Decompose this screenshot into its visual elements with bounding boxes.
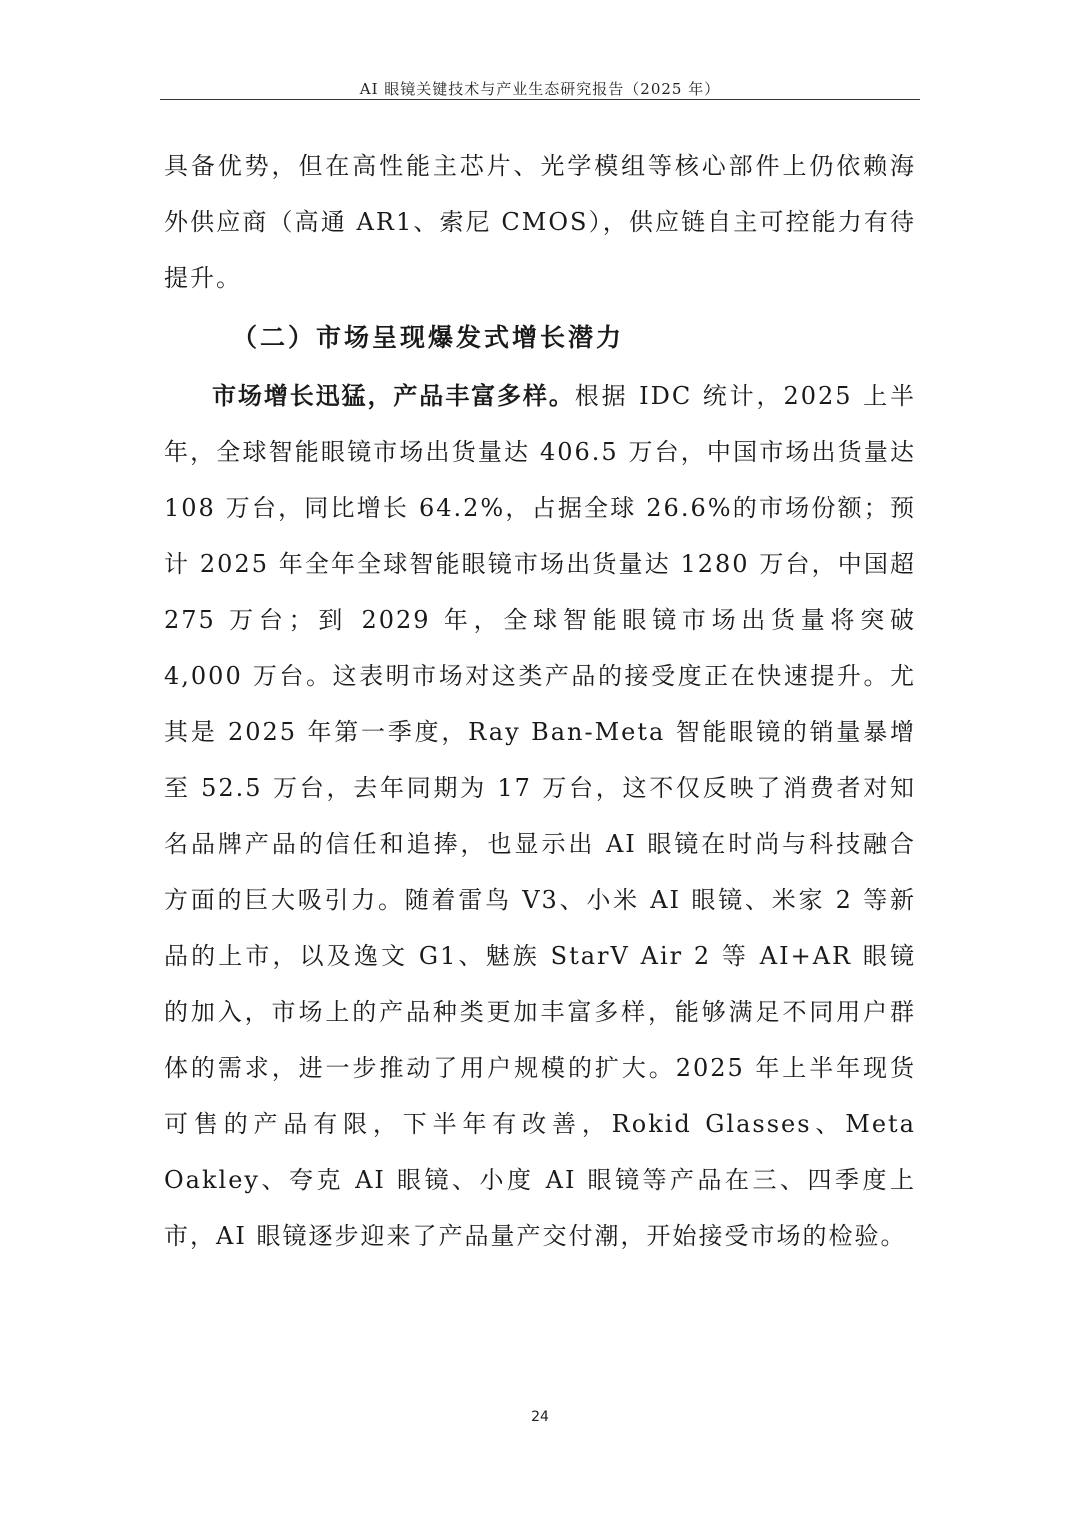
paragraph-lead: 市场增长迅猛，产品丰富多样。 xyxy=(212,382,575,410)
page-body xyxy=(164,138,916,1264)
section-heading: （二）市场呈现爆发式增长潜力 xyxy=(232,323,625,352)
running-header: AI 眼镜关键技术与产业生态研究报告（2025 年） xyxy=(359,80,721,98)
paragraph-continuation: 具备优势，但在高性能主芯片、光学模组等核心部件上仍依赖海外供应商（高通 AR1、索尼 CMOS），供应链自主可控能力有待提升。 xyxy=(164,152,916,292)
paragraph-text: 根据 IDC 统计，2025 上半年，全球智能眼镜市场出货量达 406.5 万台，中国市场出货量达 108 万台，同比增长 64.2%，占据全球 26.6%的市场份额；预计 2025 年全年全球智能眼镜市场出货量达 1280 万台，中国超 275 万台；到 2029 年，全球智能眼镜市场出货量将突破 4,000 万台。这表明市场对这类产品的接受度正在快速提升。尤其是 2025 年第一季度，Ray Ban-Meta 智能眼镜的销量暴增至 52.5 万台，去年同期为 17 万台，这不仅反映了消费者对知名品牌产品的信任和追捧，也显示出 AI 眼镜在时尚与科技融合方面的巨大吸引力。随着雷鸟 V3、小米 AI 眼镜、米家 2 等新品的上市，以及逸文 G1、魅族 StarV Air 2 等 AI+AR 眼镜的加入，市场上的产品种类更加丰富多样，能够满足不同用户群体的需求，进一步推动了用户规模的扩大。2025 年上半年现货可售的产品有限，下半年有改善，Rokid Glasses、Meta Oakley、夸克 AI 眼镜、小度 AI 眼镜等产品在三、四季度上市，AI 眼镜逐步迎来了产品量产交付潮，开始接受市场的检验。 xyxy=(164,382,916,1250)
page-number: 24 xyxy=(531,1409,549,1425)
header-divider xyxy=(160,99,920,100)
paragraph-market-growth xyxy=(164,368,916,1264)
